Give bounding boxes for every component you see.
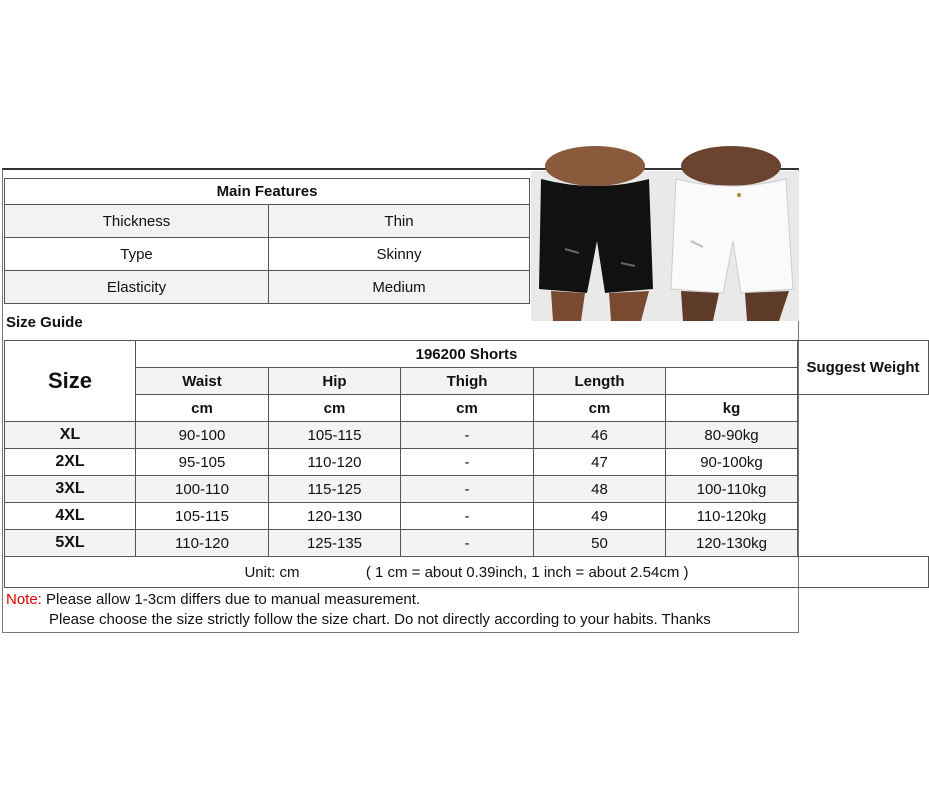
unit-waist: cm (136, 395, 269, 422)
size-cell: XL (5, 422, 136, 449)
shorts-photo-image (531, 171, 799, 321)
unit-length: cm (534, 395, 666, 422)
table-row (5, 503, 929, 530)
main-features-table (4, 178, 530, 304)
waist-cell: 110-120 (136, 530, 269, 557)
unit-hip: cm (269, 395, 401, 422)
weight-cell: 120-130kg (666, 530, 798, 557)
note-label: Note: (6, 591, 42, 608)
size-cell: 5XL (5, 530, 136, 557)
hip-cell: 110-120 (269, 449, 401, 476)
notes (6, 590, 711, 630)
table-row (5, 449, 929, 476)
length-cell: 46 (534, 422, 666, 449)
unit-weight: kg (666, 395, 798, 422)
conversion-note: ( 1 cm = about 0.39inch, 1 inch = about 2.54cm ) (365, 563, 689, 581)
feature-label: Elasticity (5, 271, 269, 304)
hip-cell: 105-115 (269, 422, 401, 449)
hip-cell: 125-135 (269, 530, 401, 557)
weight-cell: 110-120kg (666, 503, 798, 530)
hip-cell: 115-125 (269, 476, 401, 503)
weight-cell: 80-90kg (666, 422, 798, 449)
weight-cell: 100-110kg (666, 476, 798, 503)
main-features-title: Main Features (5, 179, 530, 205)
column-header-length: Length (534, 368, 666, 395)
feature-row (5, 238, 530, 271)
weight-header: Suggest Weight (798, 341, 929, 395)
column-header-thigh: Thigh (401, 368, 534, 395)
column-header-waist: Waist (136, 368, 269, 395)
thigh-cell: - (401, 422, 534, 449)
size-cell: 4XL (5, 503, 136, 530)
size-cell: 2XL (5, 449, 136, 476)
note-line-1 (6, 590, 711, 610)
waist-cell: 95-105 (136, 449, 269, 476)
thigh-cell: - (401, 530, 534, 557)
feature-row (5, 271, 530, 304)
feature-value: Skinny (269, 238, 530, 271)
waist-cell: 90-100 (136, 422, 269, 449)
feature-value: Medium (269, 271, 530, 304)
thigh-cell: - (401, 476, 534, 503)
feature-label: Type (5, 238, 269, 271)
group-header: 196200 Shorts (136, 341, 798, 368)
feature-row (5, 205, 530, 238)
size-header: Size (5, 341, 136, 422)
table-row (5, 476, 929, 503)
table-row (5, 530, 929, 557)
size-guide-title: Size Guide (6, 314, 83, 331)
note-line-2: Please choose the size strictly follow the size chart. Do not directly according to your habits. Thanks (49, 611, 711, 628)
unit-note: Unit: cm (244, 563, 300, 581)
waist-cell: 105-115 (136, 503, 269, 530)
thigh-cell: - (401, 449, 534, 476)
product-photos (531, 171, 799, 321)
feature-label: Thickness (5, 205, 269, 238)
size-guide-table (4, 340, 929, 588)
hip-cell: 120-130 (269, 503, 401, 530)
unit-conversion-row (5, 557, 929, 588)
weight-cell: 90-100kg (666, 449, 798, 476)
length-cell: 50 (534, 530, 666, 557)
feature-value: Thin (269, 205, 530, 238)
note-text-1: Please allow 1-3cm differs due to manual measurement. (41, 591, 421, 608)
column-header-hip: Hip (269, 368, 401, 395)
thigh-cell: - (401, 503, 534, 530)
length-cell: 48 (534, 476, 666, 503)
length-cell: 47 (534, 449, 666, 476)
unit-thigh: cm (401, 395, 534, 422)
length-cell: 49 (534, 503, 666, 530)
size-cell: 3XL (5, 476, 136, 503)
table-row (5, 422, 929, 449)
waist-cell: 100-110 (136, 476, 269, 503)
